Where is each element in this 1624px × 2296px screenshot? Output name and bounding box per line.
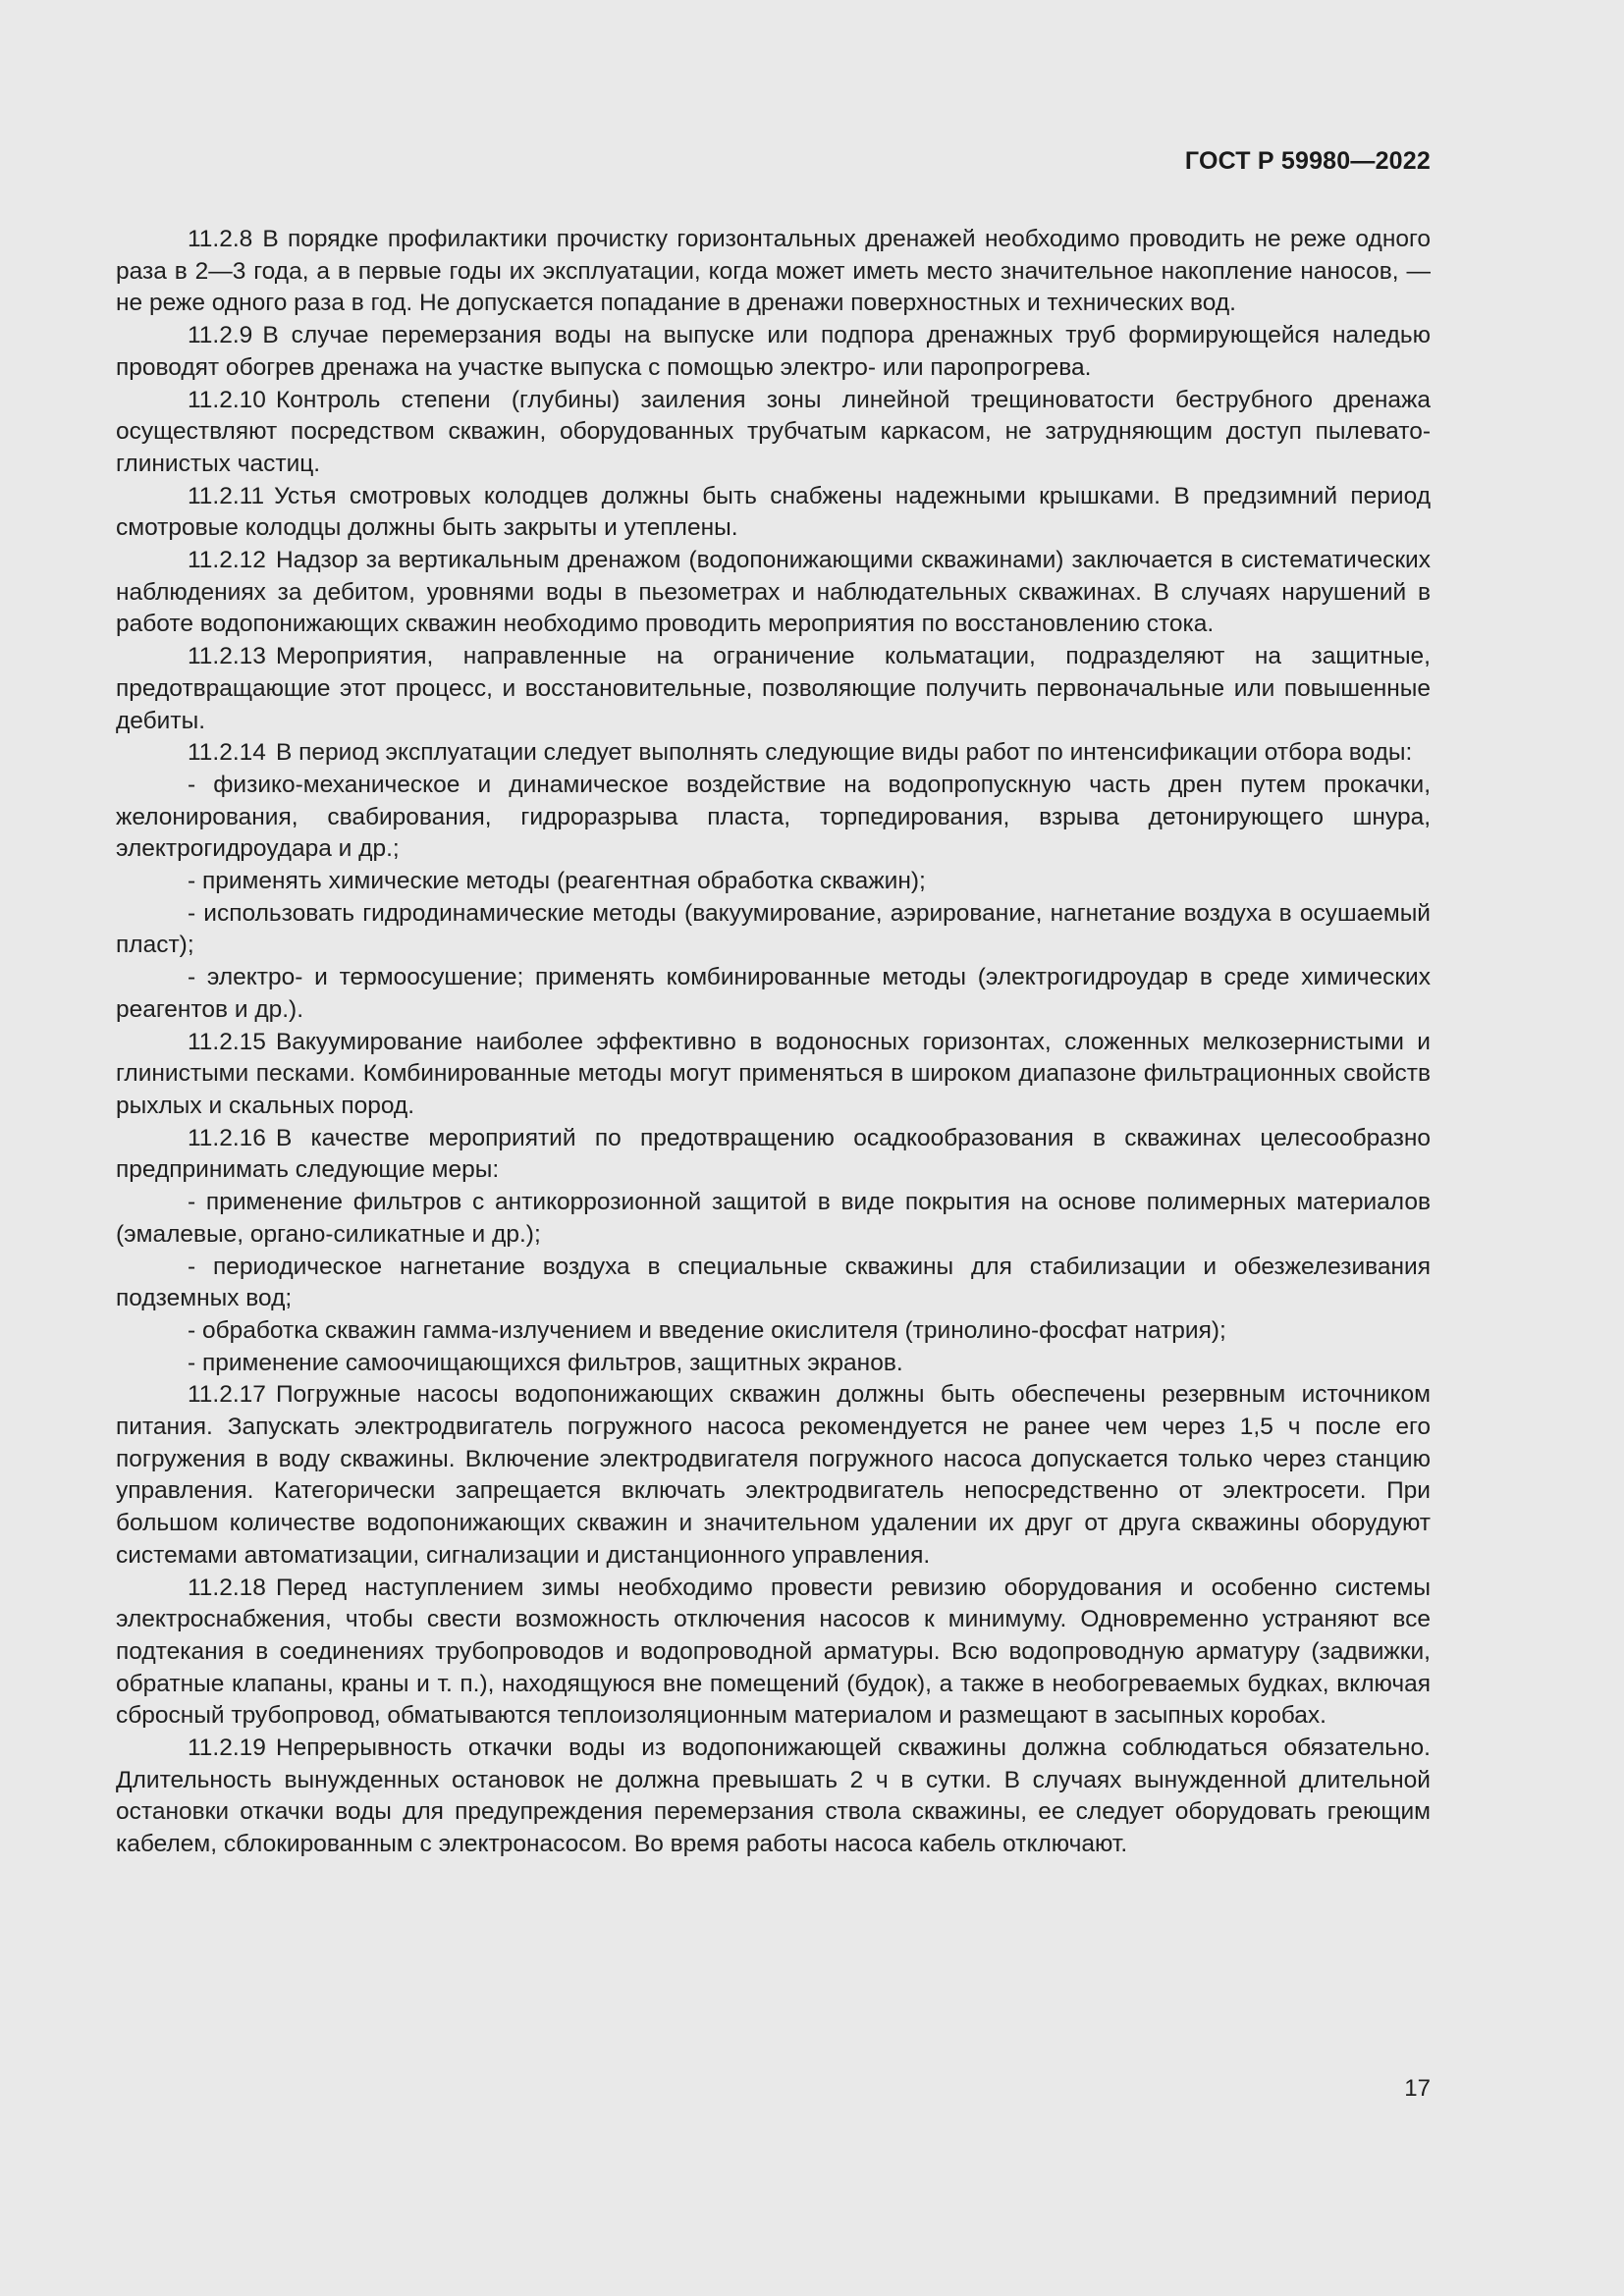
- list-item-text: - периодическое нагнетание воздуха в специальные скважины для стабилизации и обезжелезивания подземных вод;: [116, 1253, 1431, 1312]
- document-body: [116, 224, 1431, 1861]
- paragraph-text: Надзор за вертикальным дренажом (водопонижающими скважинами) заключается в систематических наблюдениях за дебитом, уровнями воды в пьезометрах и наблюдательных скважинах. В случаях нарушений в работе водопонижающих скважин необходимо проводить мероприятия по восстановлению стока.: [116, 547, 1431, 638]
- list-item-text: - применение самоочищающихся фильтров, защитных экранов.: [188, 1349, 903, 1376]
- list-item: [116, 1252, 1431, 1315]
- clause-number: 11.2.18: [188, 1574, 266, 1601]
- paragraph-text: Устья смотровых колодцев должны быть снабжены надежными крышками. В предзимний период смотровые колодцы должны быть закрыты и утеплены.: [116, 482, 1431, 542]
- clause-number: 11.2.14: [188, 739, 266, 767]
- paragraph-text: Вакуумирование наиболее эффективно в водоносных горизонтах, сложенных мелкозернистыми и глинистыми песками. Комбинированные методы могут применяться в широком диапазоне фильтрационных свойств рыхлых и скальных пород.: [116, 1028, 1431, 1119]
- list-item: [116, 1315, 1431, 1348]
- clause-number: 11.2.10: [188, 386, 266, 413]
- paragraph-text: В случае перемерзания воды на выпуске или подпора дренажных труб формирующейся наледью проводят обогрев дренажа на участке выпуска с помощью электро- или паропрогрева.: [116, 322, 1431, 381]
- paragraph: [116, 737, 1431, 770]
- paragraph-text: В качестве мероприятий по предотвращению осадкообразования в скважинах целесообразно предпринимать следующие меры:: [116, 1124, 1431, 1184]
- paragraph-text: В период эксплуатации следует выполнять следующие виды работ по интенсификации отбора воды:: [275, 739, 1413, 767]
- page-number: 17: [1404, 2075, 1431, 2102]
- paragraph: [116, 1123, 1431, 1187]
- paragraph: [116, 641, 1431, 737]
- clause-number: 11.2.16: [188, 1124, 266, 1151]
- paragraph: [116, 385, 1431, 481]
- clause-number: 11.2.13: [188, 643, 266, 670]
- list-item-text: - применение фильтров с антикоррозионной защитой в виде покрытия на основе полимерных материалов (эмалевые, органо-силикатные и др.);: [116, 1189, 1431, 1248]
- paragraph-text: Контроль степени (глубины) заиления зоны линейной трещиноватости беструбного дренажа осуществляют посредством скважин, оборудованных трубчатым каркасом, не затрудняющим доступ пылевато-глинистых частиц.: [116, 386, 1431, 477]
- clause-number: 11.2.9: [188, 322, 253, 349]
- list-item-text: - использовать гидродинамические методы (вакуумирование, аэрирование, нагнетание воздуха в осушаемый пласт);: [116, 899, 1431, 959]
- paragraph: [116, 1379, 1431, 1572]
- clause-number: 11.2.15: [188, 1028, 266, 1055]
- paragraph-text: Непрерывность откачки воды из водопонижающей скважины должна соблюдаться обязательно. Длительность вынужденных остановок не должна превышать 2 ч в сутки. В случаях вынужденной длительной остановки откачки воды для предупреждения перемерзания ствола скважины, ее следует оборудовать греющим кабелем, сблокированным с электронасосом. Во время работы насоса кабель отключают.: [116, 1735, 1431, 1858]
- list-item: [116, 962, 1431, 1026]
- list-item: [116, 898, 1431, 962]
- list-item: [116, 1187, 1431, 1251]
- list-item: [116, 866, 1431, 898]
- paragraph-text: Мероприятия, направленные на ограничение кольматации, подразделяют на защитные, предотвращающие этот процесс, и восстановительные, позволяющие получить первоначальные или повышенные дебиты.: [116, 643, 1431, 734]
- list-item-text: - физико-механическое и динамическое воздействие на водопропускную часть дрен путем прокачки, желонирования, свабирования, гидроразрыва пласта, торпедирования, взрыва детонирующего шнура, электрогидроудара и др.;: [116, 771, 1431, 863]
- document-header: ГОСТ Р 59980—2022: [1184, 147, 1431, 175]
- list-item-text: - обработка скважин гамма-излучением и введение окислителя (тринолино-фосфат натрия);: [188, 1316, 1226, 1344]
- paragraph: [116, 1573, 1431, 1734]
- paragraph-text: Перед наступлением зимы необходимо провести ревизию оборудования и особенно системы электроснабжения, чтобы свести возможность отключения насосов к минимуму. Одновременно устраняют все подтекания в соединениях трубопроводов и водопроводной арматуры. Всю водопроводную арматуру (задвижки, обратные клапаны, краны и т. п.), находящуюся вне помещений (будок), а также в необогреваемых будках, включая сбросный трубопровод, обматываются теплоизоляционным материалом и размещают в засыпных коробах.: [116, 1574, 1431, 1730]
- paragraph: [116, 1027, 1431, 1123]
- paragraph-text: В порядке профилактики прочистку горизонтальных дренажей необходимо проводить не реже одного раза в 2—3 года, а в первые годы их эксплуатации, когда может иметь место значительное накопление наносов, — не реже одного раза в год. Не допускается попадание в дренажи поверхностных и технических вод.: [116, 226, 1431, 317]
- paragraph: [116, 224, 1431, 320]
- paragraph: [116, 545, 1431, 641]
- paragraph: [116, 1733, 1431, 1861]
- paragraph-text: Погружные насосы водопонижающих скважин должны быть обеспечены резервным источником питания. Запускать электродвигатель погружного насоса рекомендуется не ранее чем через 1,5 ч после его погружения в воду скважины. Включение электродвигателя погружного насоса допускается только через станцию управления. Категорически запрещается включать электродвигатель непосредственно от электросети. При большом количестве водопонижающих скважин и значительном удалении их друг от друга скважины оборудуют системами автоматизации, сигнализации и дистанционного управления.: [116, 1381, 1431, 1569]
- list-item-text: - применять химические методы (реагентная обработка скважин);: [188, 868, 926, 895]
- clause-number: 11.2.12: [188, 547, 266, 574]
- list-item: [116, 1348, 1431, 1380]
- clause-number: 11.2.8: [188, 226, 253, 252]
- paragraph: [116, 481, 1431, 545]
- list-item-text: - электро- и термоосушение; применять комбинированные методы (электрогидроудар в среде химических реагентов и др.).: [116, 964, 1431, 1023]
- clause-number: 11.2.11: [188, 482, 265, 509]
- list-item: [116, 770, 1431, 866]
- clause-number: 11.2.17: [188, 1381, 266, 1409]
- paragraph: [116, 320, 1431, 384]
- clause-number: 11.2.19: [188, 1735, 266, 1762]
